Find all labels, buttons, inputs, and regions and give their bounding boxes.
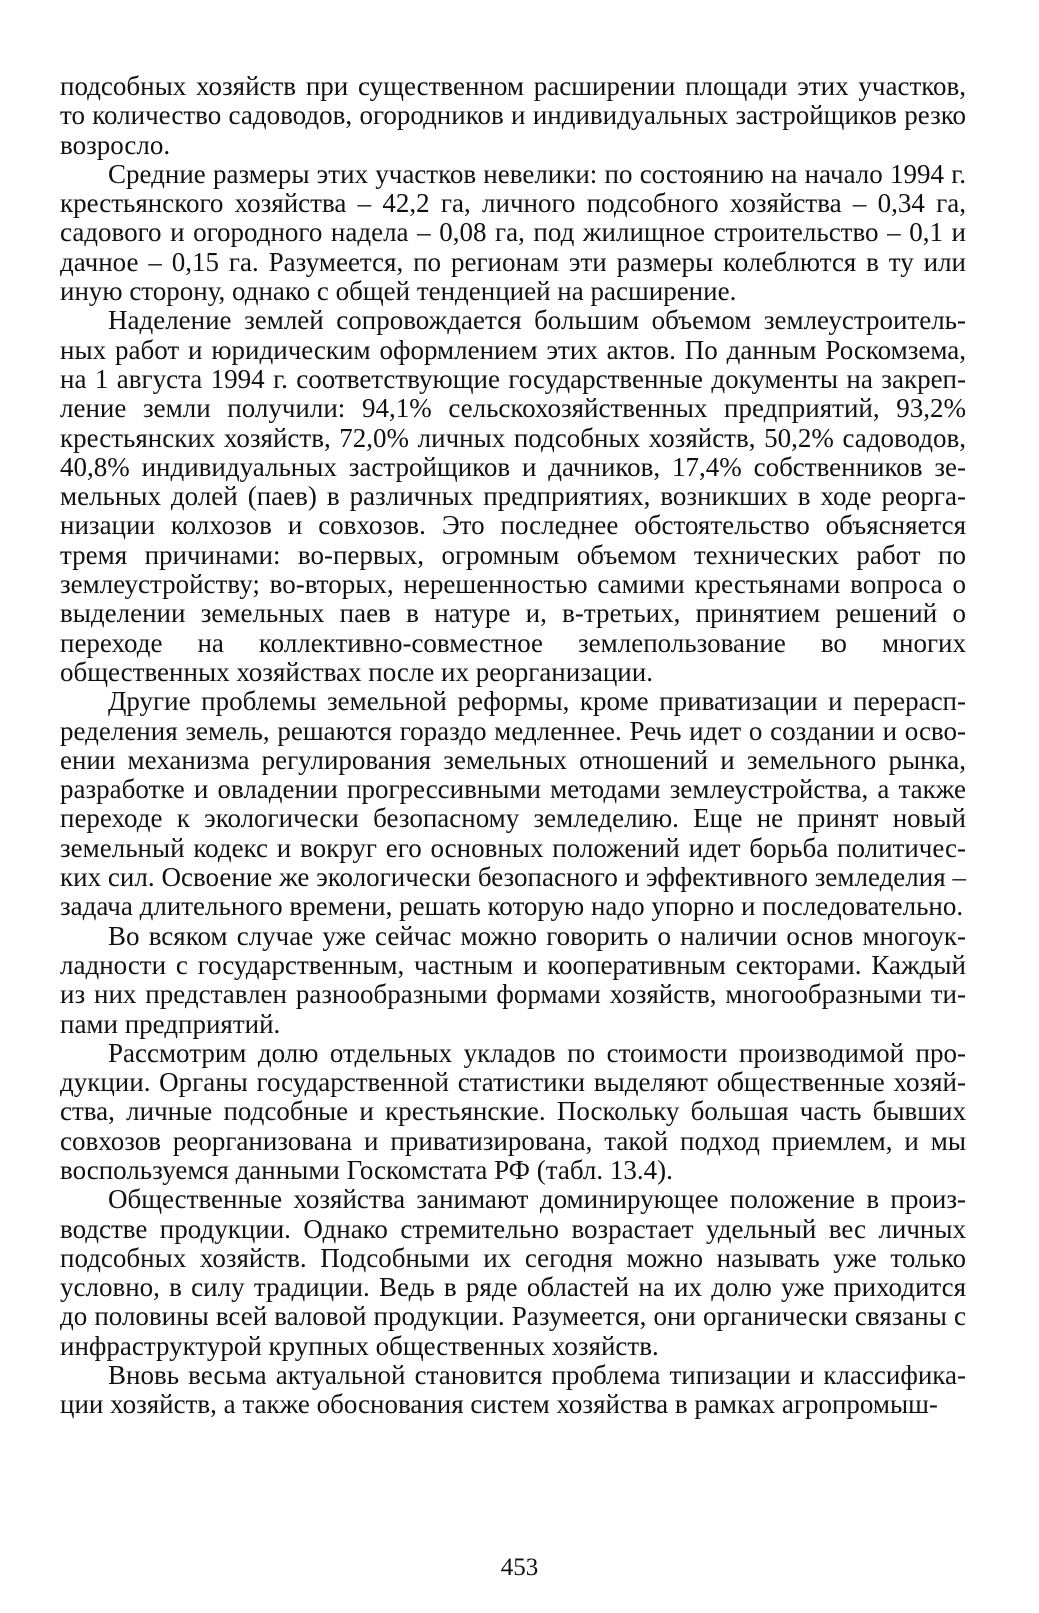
paragraph-land-allocation: Наделение землей сопровождается большим объемом землеустроительных работ и юридическим оформлением этих актов. По данным Роскомзема, на 1 августа 1994 г. соответствующие государственные документы на закрепление земли получили: 94,1% сельскохозяйственных предприятий, 93,2% крестьянских хозяйств, 72,0% личных подсобных хозяйств, 50,2% садоводов, 40,8% индивидуальных застройщиков и дачников, 17,4% собственников земельных долей (паев) в различных предприятиях, возникших в ходе реорганизации колхозов и совхозов. Это последнее обстоятельство объясняется тремя причинами: во-первых, огромным объемом технических работ по землеустройству; во-вторых, нерешенностью самими крестьянами вопроса о выделении земельных паев в натуре и, в-третьих, принятием решений о переходе на коллективно-совместное землепользование во многих общественных хозяйствах после их реорганизации. bbox=[60, 305, 966, 687]
paragraph-multistructure: Во всяком случае уже сейчас можно говорить о наличии основ многоукладности с государственным, частным и кооперативным секторами. Каждый из них представлен разнообразными формами хозяйств, многообразными типами предприятий. bbox=[60, 920, 966, 1039]
paragraph-typification: Вновь весьма актуальной становится проблема типизации и классификации хозяйств, а также обоснования систем хозяйства в рамках агропромыш- bbox=[60, 1360, 966, 1420]
page-number: 453 bbox=[500, 1554, 539, 1581]
paragraph-continuation: подсобных хозяйств при существенном расширении площади этих участков, то количество садоводов, огородников и индивидуальных застройщиков резко возросло. bbox=[60, 71, 966, 160]
text-column bbox=[60, 72, 966, 1420]
paragraph-public-farms: Общественные хозяйства занимают доминирующее положение в производстве продукции. Однако стремительно возрастает удельный вес личных подсобных хозяйств. Подсобными их сегодня можно называть уже только условно, в силу традиции. Ведь в ряде областей на их долю уже приходится до половины всей валовой продукции. Разумеется, они органически связаны с инфраструктурой крупных общественных хозяйств. bbox=[60, 1184, 966, 1361]
paragraph-production-share: Рассмотрим долю отдельных укладов по стоимости производимой продукции. Органы государственной статистики выделяют общественные хозяйства, личные подсобные и крестьянские. Поскольку большая часть бывших совхозов реорганизована и приватизирована, такой подход приемлем, и мы воспользуемся данными Госкомстата РФ (табл. 13.4). bbox=[60, 1037, 966, 1185]
paragraph-plot-sizes: Средние размеры этих участков невелики: по состоянию на начало 1994 г. крестьянского хозяйства – 42,2 га, личного подсобного хозяйства – 0,34 га, садового и огородного надела – 0,08 га, под жилищное строительство – 0,1 и дачное – 0,15 га. Разумеется, по регионам эти размеры колеблются в ту или иную сторону, однако с общей тенденцией на расширение. bbox=[60, 158, 966, 307]
paragraph-other-problems: Другие проблемы земельной реформы, кроме приватизации и перераспределения земель, решаются гораздо медленнее. Речь идет о создании и освоении механизма регулирования земельных отношений и земельного рынка, разработке и овладении прогрессивными методами землеустройства, а также переходе к экологически безопасному земледелию. Еще не принят новый земельный кодекс и вокруг его основных положений идет борьба политических сил. Освоение же экологически безопасного и эффективного земледелия – задача длительного времени, решать которую надо упорно и последовательно. bbox=[60, 686, 966, 922]
